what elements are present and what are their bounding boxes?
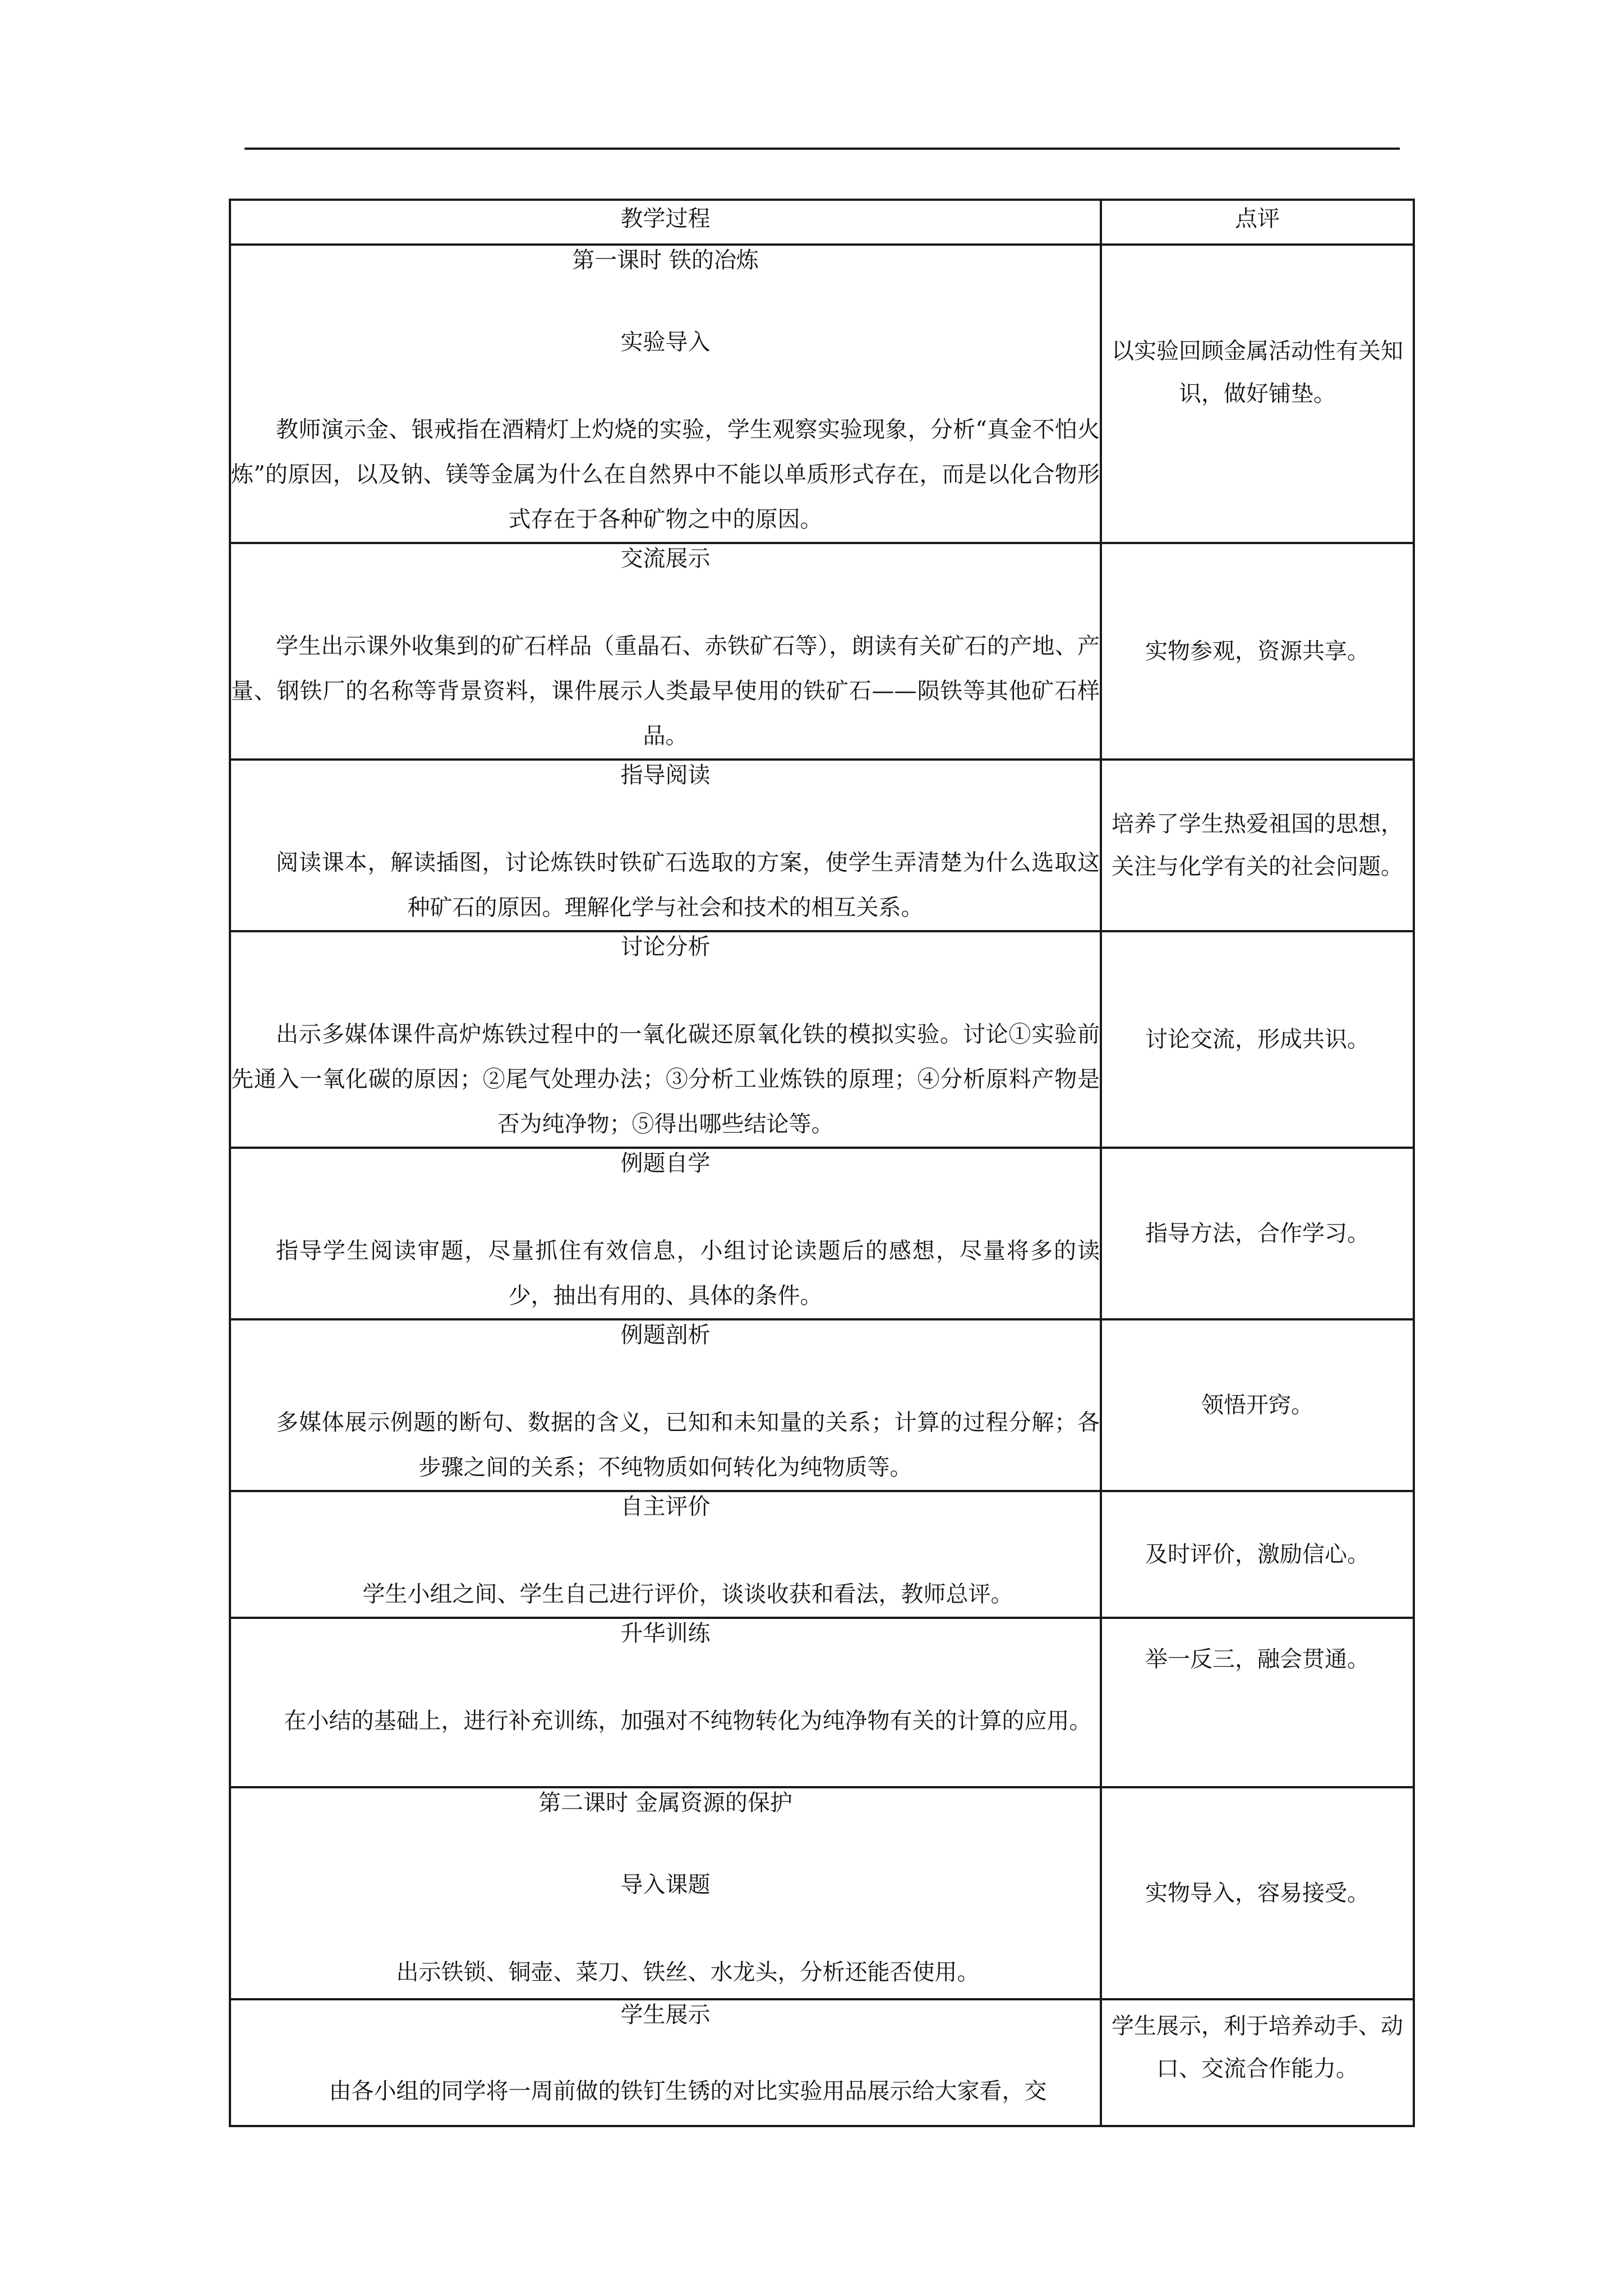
comment-cell	[1101, 1319, 1414, 1491]
comment-cell	[1101, 1491, 1414, 1618]
process-cell	[230, 1618, 1101, 1787]
comment-cell	[1101, 931, 1414, 1148]
header-process: 教学过程	[230, 200, 1101, 245]
step-body: 学生出示课外收集到的矿石样品（重晶石、赤铁矿石等），朗读有关矿石的产地、产量、钢铁厂的名称等背景资料，课件展示人类最早使用的铁矿石——陨铁等其他矿石样品。	[231, 633, 1100, 749]
step-title: 讨论分析	[620, 934, 711, 960]
section-title: 第一课时 铁的冶炼	[572, 247, 759, 273]
step-title: 升华训练	[620, 1621, 711, 1646]
step-title: 学生展示	[620, 2002, 711, 2028]
comment-text: 以实验回顾金属活动性有关知识，做好铺垫。	[1112, 338, 1403, 407]
comment-text: 举一反三，融会贯通。	[1145, 1646, 1370, 1672]
comment-text: 实物导入，容易接受。	[1145, 1880, 1370, 1906]
comment-text: 领悟开窍。	[1201, 1392, 1313, 1418]
table-row	[230, 1491, 1414, 1618]
table-row	[230, 1319, 1414, 1491]
step-body: 多媒体展示例题的断句、数据的含义，已知和未知量的关系；计算的过程分解；各步骤之间的关系；不纯物质如何转化为纯物质等。	[276, 1410, 1100, 1480]
step-title: 自主评价	[620, 1494, 711, 1520]
step-title: 实验导入	[620, 329, 711, 355]
step-body: 阅读课本，解读插图，讨论炼铁时铁矿石选取的方案，使学生弄清楚为什么选取这种矿石的原因。理解化学与社会和技术的相互关系。	[276, 850, 1100, 921]
step-body: 在小结的基础上，进行补充训练，加强对不纯物转化为纯净物有关的计算的应用。	[284, 1708, 1092, 1734]
table-header-row	[230, 200, 1414, 245]
comment-text: 培养了学生热爱祖国的思想，关注与化学有关的社会问题。	[1112, 811, 1403, 880]
comment-cell	[1101, 760, 1414, 931]
comment-text: 学生展示，利于培养动手、动口、交流合作能力。	[1112, 2013, 1403, 2082]
header-rule	[245, 148, 1400, 150]
header-comment: 点评	[1101, 200, 1414, 245]
comment-cell	[1101, 1999, 1414, 2126]
section-title: 第二课时 金属资源的保护	[538, 1790, 792, 1816]
step-title: 例题自学	[620, 1151, 711, 1176]
table-row	[230, 245, 1414, 543]
comment-cell	[1101, 1618, 1414, 1787]
table-row	[230, 543, 1414, 760]
comment-cell	[1101, 543, 1414, 760]
process-cell	[230, 543, 1101, 760]
table-row	[230, 1999, 1414, 2126]
step-title: 例题剖析	[620, 1322, 711, 1348]
step-title: 指导阅读	[620, 762, 711, 788]
table-row	[230, 1618, 1414, 1787]
step-body: 指导学生阅读审题，尽量抓住有效信息，小组讨论读题后的感想，尽量将多的读少，抽出有用的、具体的条件。	[276, 1238, 1100, 1309]
process-cell	[230, 931, 1101, 1148]
process-cell	[230, 760, 1101, 931]
comment-text: 指导方法，合作学习。	[1145, 1221, 1370, 1246]
step-body: 由各小组的同学将一周前做的铁钉生锈的对比实验用品展示给大家看，交	[329, 2078, 1047, 2104]
step-body: 学生小组之间、学生自己进行评价，谈谈收获和看法，教师总评。	[362, 1581, 1013, 1607]
process-cell	[230, 1148, 1101, 1319]
table-row	[230, 1148, 1414, 1319]
process-cell	[230, 245, 1101, 543]
comment-text: 讨论交流，形成共识。	[1145, 1027, 1370, 1052]
table-row	[230, 931, 1414, 1148]
comment-text: 实物参观，资源共享。	[1145, 638, 1370, 664]
step-body: 出示多媒体课件高炉炼铁过程中的一氧化碳还原氧化铁的模拟实验。讨论①实验前先通入一氧化碳的原因；②尾气处理办法；③分析工业炼铁的原理；④分析原料产物是否为纯净物；⑤得出哪些结论等。	[231, 1022, 1100, 1137]
table-row	[230, 760, 1414, 931]
step-body: 教师演示金、银戒指在酒精灯上灼烧的实验，学生观察实验现象，分析“真金不怕火炼”的原因，以及钠、镁等金属为什么在自然界中不能以单质形式存在，而是以化合物形式存在于各种矿物之中的原因。	[231, 417, 1100, 532]
step-body: 出示铁锁、铜壶、菜刀、铁丝、水龙头，分析还能否使用。	[396, 1959, 980, 1985]
process-cell	[230, 1491, 1101, 1618]
comment-cell	[1101, 245, 1414, 543]
step-title: 导入课题	[620, 1872, 711, 1898]
comment-cell	[1101, 1148, 1414, 1319]
lesson-table	[229, 199, 1415, 2127]
step-title: 交流展示	[620, 546, 711, 572]
process-cell	[230, 1787, 1101, 1999]
comment-text: 及时评价，激励信心。	[1145, 1542, 1370, 1567]
table-row	[230, 1787, 1414, 1999]
process-cell	[230, 1319, 1101, 1491]
comment-cell	[1101, 1787, 1414, 1999]
process-cell	[230, 1999, 1101, 2126]
